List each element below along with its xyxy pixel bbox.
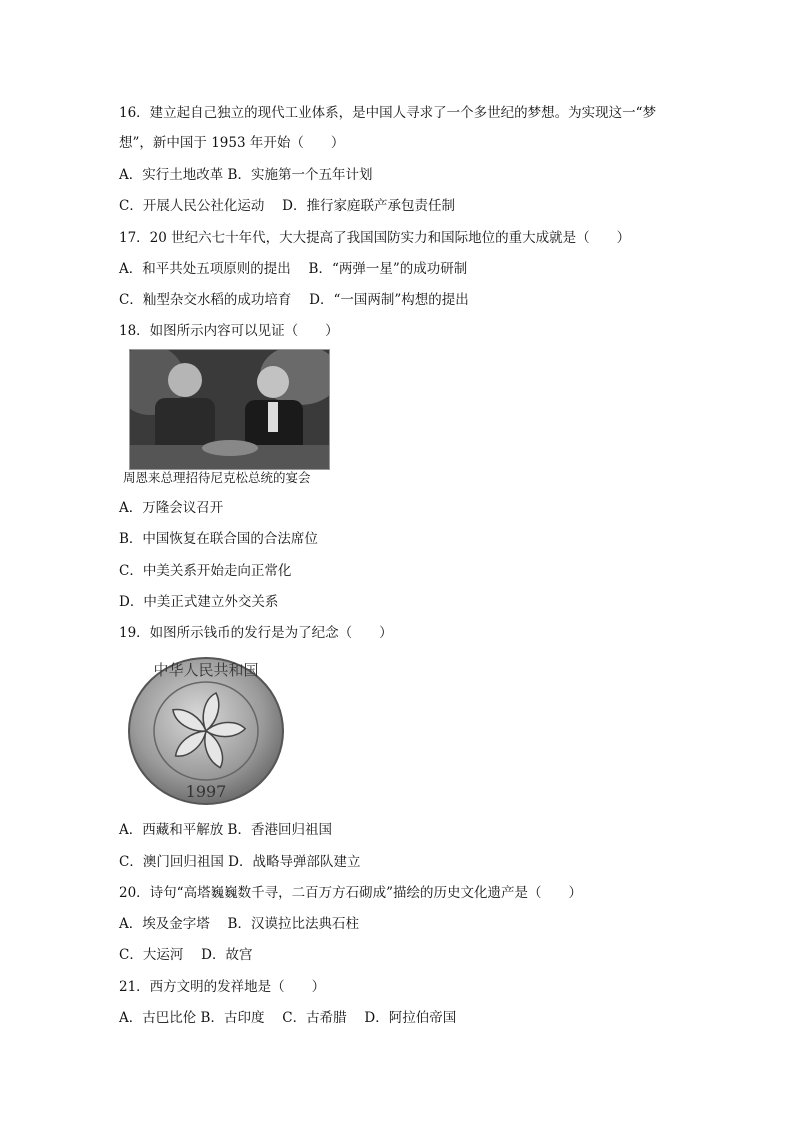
q17-options-cd: C．籼型杂交水稻的成功培育 D．“一国两制”构想的提出: [119, 292, 469, 308]
q21-options: A．古巴比伦 B．古印度 C．古希腊 D．阿拉伯帝国: [119, 1010, 457, 1026]
q16-options-cd: C．开展人民公社化运动 D．推行家庭联产承包责任制: [119, 198, 455, 214]
banquet-photo-drawing: [130, 350, 329, 469]
q18-stem: 18．如图所示内容可以见证（ ）: [119, 323, 339, 339]
q19-coin-image: [126, 655, 286, 807]
banquet-photo: [129, 349, 330, 470]
q19-options-ab: A．西藏和平解放 B．香港回归祖国: [119, 822, 332, 838]
q20-options-ab: A．埃及金字塔 B．汉谟拉比法典石柱: [119, 916, 359, 932]
q18-option-b: B．中国恢复在联合国的合法席位: [119, 531, 318, 547]
q19-options-cd: C．澳门回归祖国 D．战略导弹部队建立: [119, 854, 361, 870]
q17-options-ab: A．和平共处五项原则的提出 B．“两弹一星”的成功研制: [119, 261, 468, 277]
q21-stem: 21．西方文明的发祥地是（ ）: [119, 979, 326, 995]
q18-photo: [123, 346, 333, 491]
q20-stem: 20．诗句“高塔巍巍数千寻，二百万方石砌成”描绘的历史文化遗产是（ ）: [119, 885, 582, 901]
coin-drawing: [126, 655, 286, 807]
q18-photo-caption: 周恩来总理招待尼克松总统的宴会: [123, 470, 311, 485]
coin-ring-text: 中华人民共和国: [153, 661, 259, 679]
q19-stem: 19．如图所示钱币的发行是为了纪念（ ）: [119, 625, 393, 641]
q16-options-ab: A．实行土地改革 B．实施第一个五年计划: [119, 167, 373, 183]
q16-stem-line1: 16．建立起自己独立的现代工业体系，是中国人寻求了一个多世纪的梦想。为实现这一“梦: [119, 105, 657, 121]
q18-option-d: D．中美正式建立外交关系: [119, 594, 279, 610]
coin-year: 1997: [185, 782, 227, 801]
q17-stem: 17．20 世纪六七十年代，大大提高了我国国防实力和国际地位的重大成就是（ ）: [119, 230, 631, 246]
q16-stem-line2: 想”，新中国于 1953 年开始（ ）: [119, 135, 345, 151]
q18-option-a: A．万隆会议召开: [119, 500, 224, 516]
q20-options-cd: C．大运河 D．故宫: [119, 947, 253, 963]
q18-option-c: C．中美关系开始走向正常化: [119, 563, 292, 579]
